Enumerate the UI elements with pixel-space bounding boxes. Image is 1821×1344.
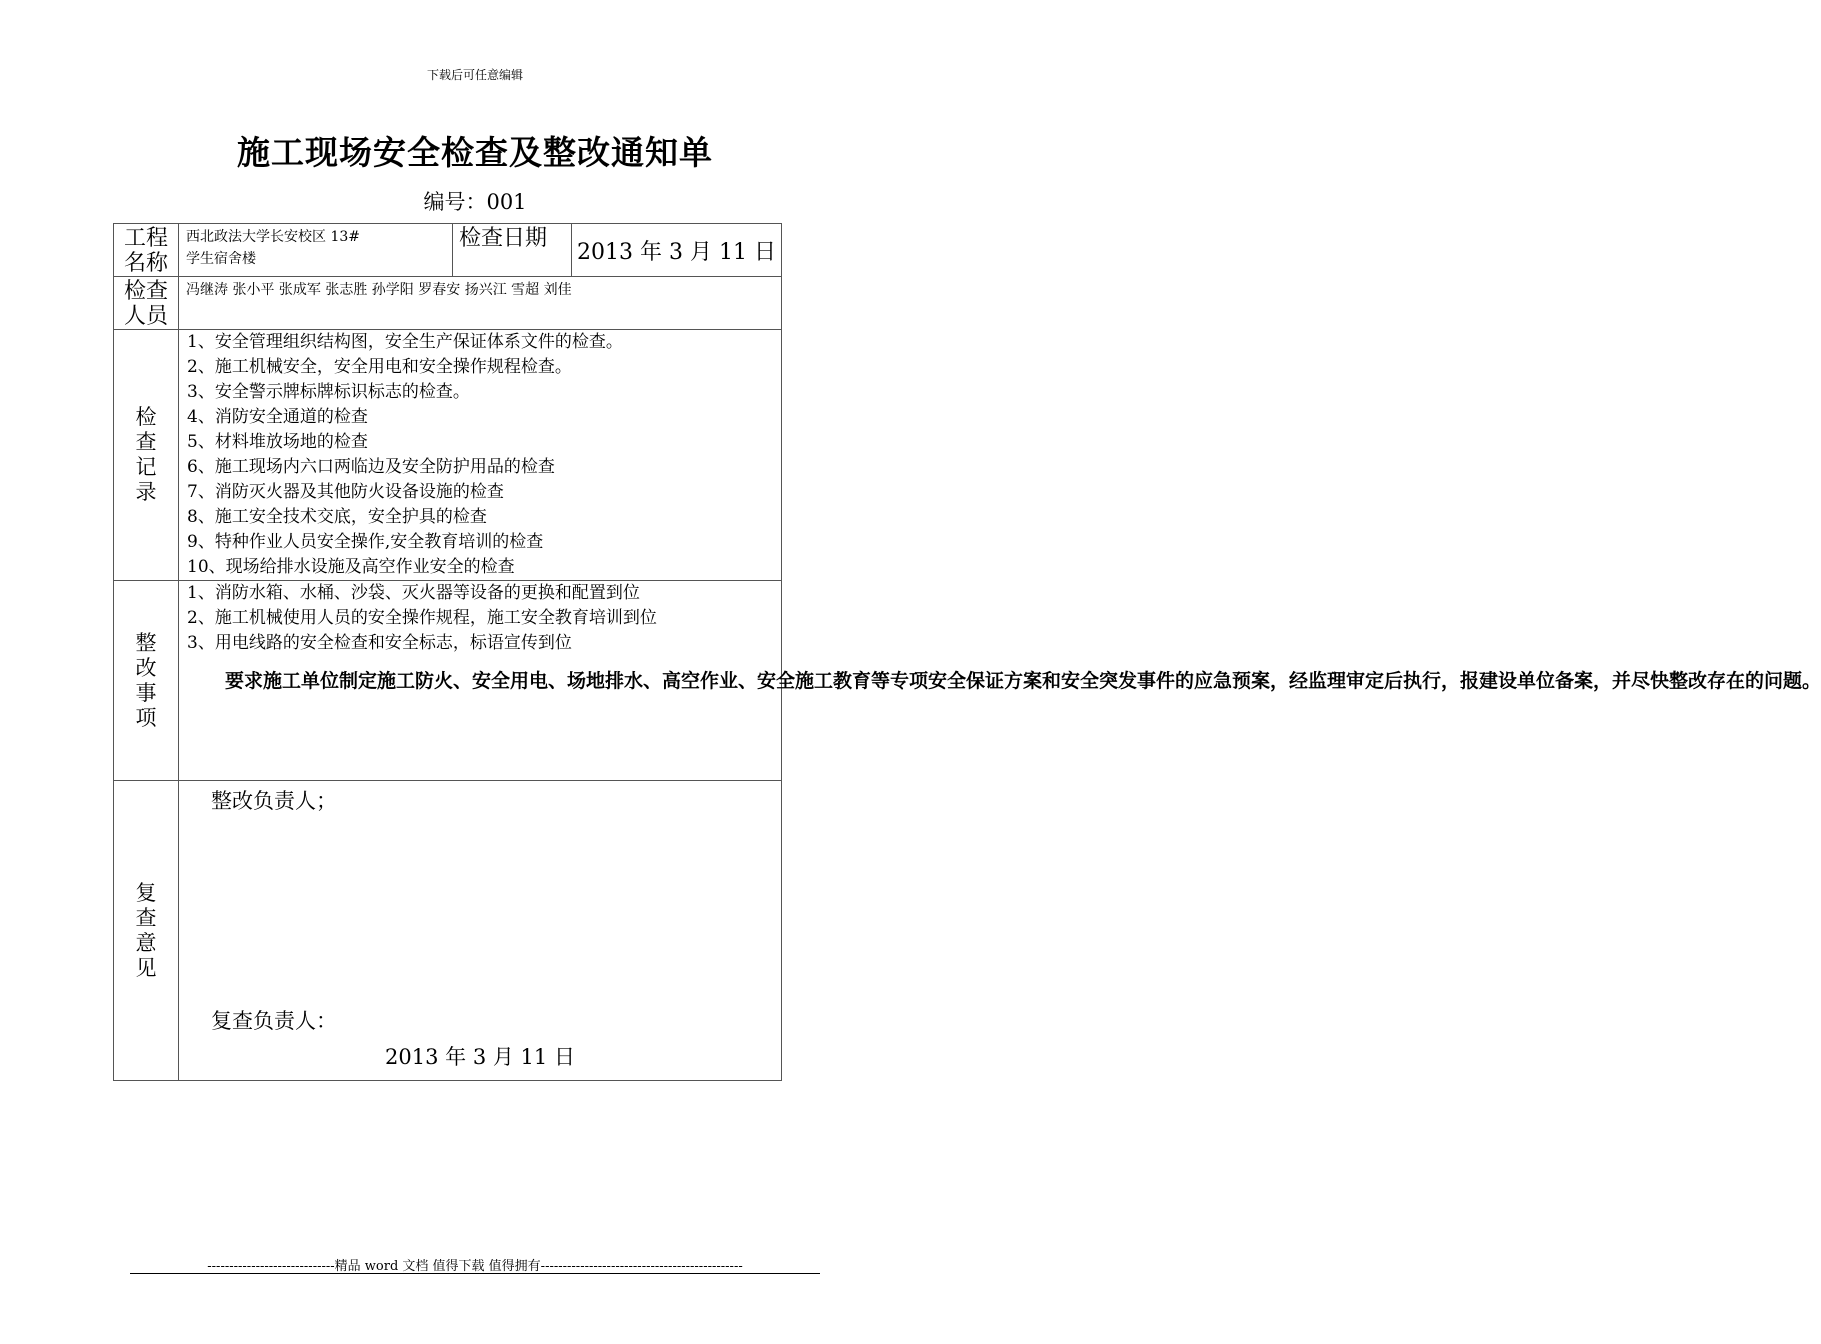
date-label: 检查日期 <box>453 224 572 277</box>
rectify-list <box>179 581 1821 781</box>
record-row <box>114 330 782 581</box>
inspectors-row <box>114 277 782 330</box>
list-item: 10、现场给排水设施及高空作业安全的检查 <box>187 557 515 577</box>
review-label <box>114 781 179 1081</box>
label-char: 录 <box>135 480 157 504</box>
inspectors-label: 检查人员 <box>114 277 179 330</box>
project-value <box>179 224 453 277</box>
list-item: 4、消防安全通道的检查 <box>187 407 368 427</box>
rectify-row <box>114 581 782 781</box>
inspection-form-table <box>113 223 1821 1081</box>
list-item: 9、特种作业人员安全操作,安全教育培训的检查 <box>187 532 544 552</box>
date-value: 2013 年 3 月 11 日 <box>572 224 782 277</box>
list-item: 1、消防水箱、水桶、沙袋、灭火器等设备的更换和配置到位 <box>187 583 640 603</box>
label-char: 改 <box>135 655 157 680</box>
review-date: 2013 年 3 月 11 日 <box>385 1045 575 1069</box>
label-char: 查 <box>135 430 157 454</box>
project-value-line: 西北政法大学长安校区 13# <box>186 229 360 245</box>
label-char: 整 <box>135 630 157 655</box>
label-char: 检 <box>135 405 157 429</box>
label-char: 记 <box>135 455 157 479</box>
label-char: 见 <box>135 955 157 980</box>
rectify-requirement: 要求施工单位制定施工防火、安全用电、场地排水、高空作业、安全施工教育等专项安全保证方案和安全突发事件的应急预案，经监理审定后执行，报建设单位备案，并尽快整改存在的问题。 <box>225 670 1821 692</box>
review-person-label: 复查负责人： <box>211 1009 337 1033</box>
label-char: 查 <box>135 905 157 930</box>
list-item: 5、材料堆放场地的检查 <box>187 432 368 452</box>
rectify-label <box>114 581 179 781</box>
list-item: 8、施工安全技术交底，安全护具的检查 <box>187 507 487 527</box>
project-row <box>114 224 782 277</box>
project-label: 工程名称 <box>114 224 179 277</box>
list-item: 2、施工机械使用人员的安全操作规程，施工安全教育培训到位 <box>187 608 657 628</box>
record-label <box>114 330 179 581</box>
document-title: 施工现场安全检查及整改通知单 <box>237 133 713 172</box>
record-list <box>179 330 782 581</box>
label-char: 事 <box>135 680 157 705</box>
document-number: 编号：001 <box>423 190 527 214</box>
rectify-person-label: 整改负责人； <box>211 789 337 813</box>
inspectors-value: 冯继涛 张小平 张成军 张志胜 孙学阳 罗春安 扬兴江 雪超 刘佳 <box>179 277 782 330</box>
label-char: 意 <box>135 930 157 955</box>
project-value-line: 学生宿舍楼 <box>186 251 256 267</box>
list-item: 7、消防灭火器及其他防火设备设施的检查 <box>187 482 504 502</box>
review-content <box>179 781 782 1081</box>
footer-text: -----------------------------精品 word 文档 值得下载 值得拥有---------------------------------------------- <box>207 1259 743 1274</box>
list-item: 6、施工现场内六口两临边及安全防护用品的检查 <box>187 457 555 477</box>
list-item: 2、施工机械安全，安全用电和安全操作规程检查。 <box>187 357 572 377</box>
list-item: 1、安全管理组织结构图，安全生产保证体系文件的检查。 <box>187 332 623 352</box>
header-note: 下载后可任意编辑 <box>426 68 523 82</box>
label-char: 复 <box>135 880 157 905</box>
review-row <box>114 781 782 1081</box>
list-item: 3、用电线路的安全检查和安全标志，标语宣传到位 <box>187 633 572 653</box>
footer-rule <box>130 1273 820 1274</box>
label-char: 项 <box>135 705 157 730</box>
list-item: 3、安全警示牌标牌标识标志的检查。 <box>187 382 470 402</box>
